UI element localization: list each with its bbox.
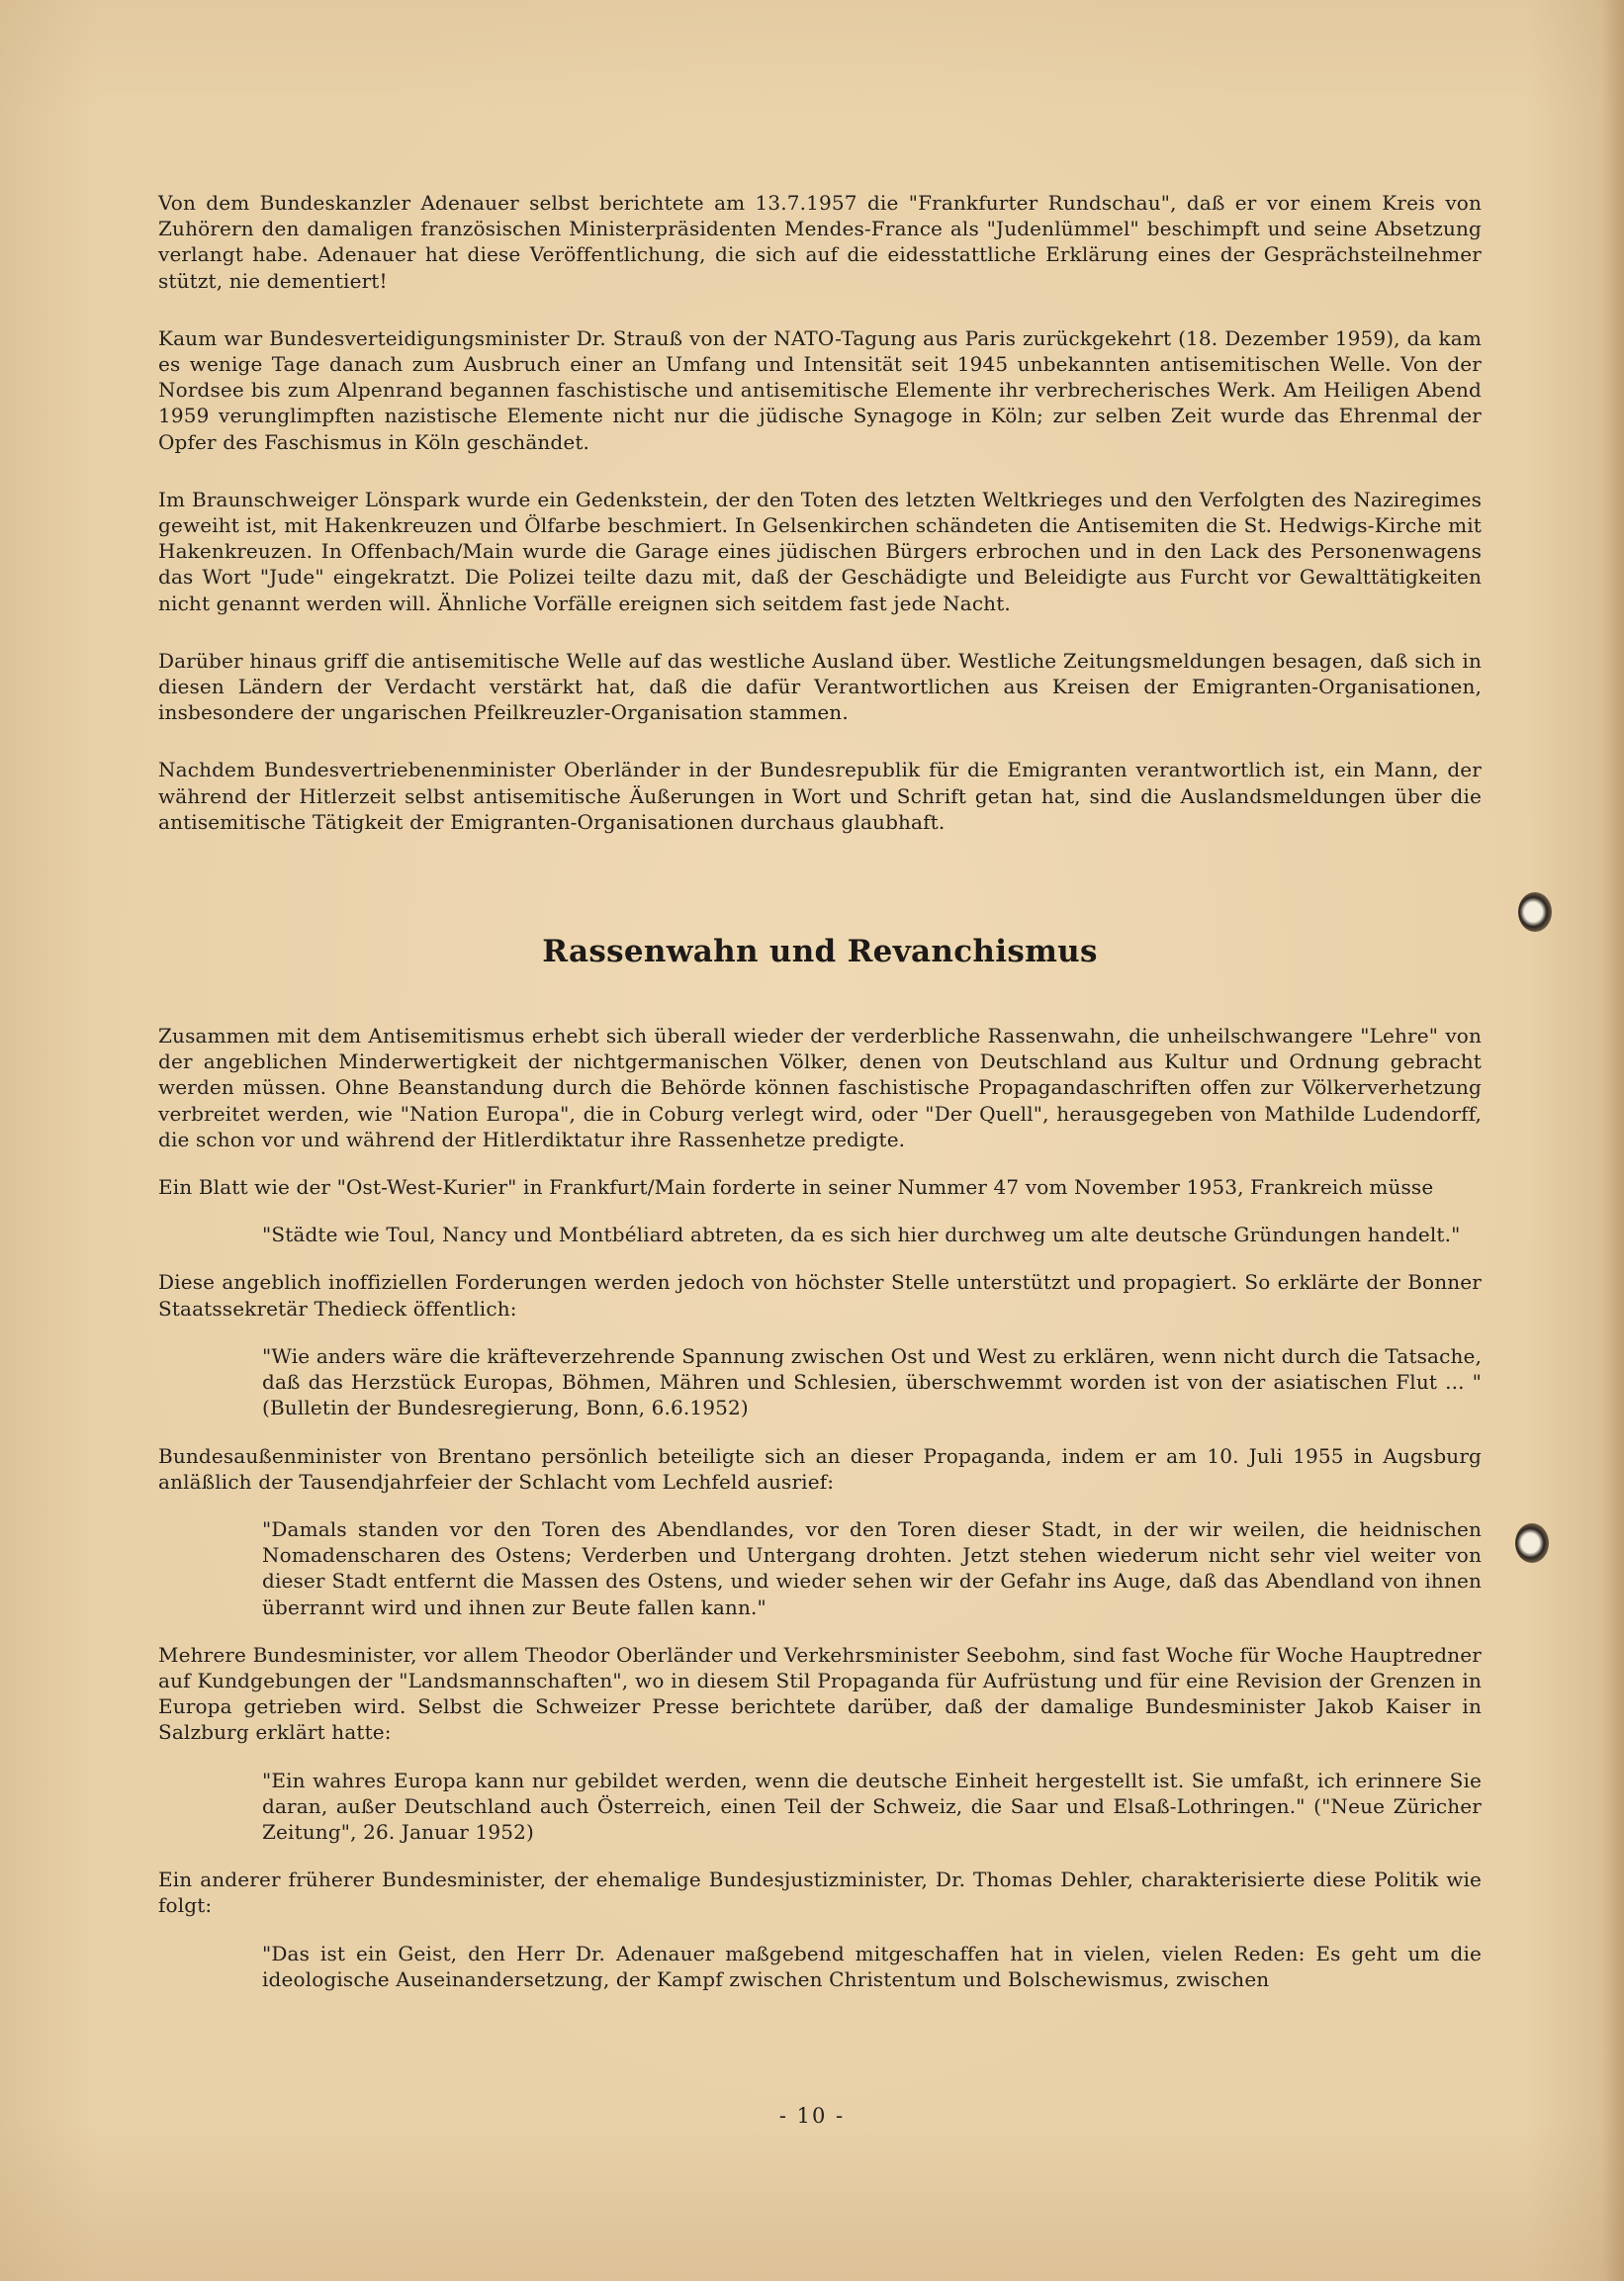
paragraph: Mehrere Bundesminister, vor allem Theodor Oberländer und Verkehrsminister Seebohm, sind fast Woche für Woche Hauptredner auf Kundgebungen der "Landsmannschaften", wo in diesem Stil Propaganda für Aufrüstung und für eine Revision der Grenzen in Europa getrieben wird. Selbst die Schweizer Presse berichtete darüber, daß der damalige Bundesminister Jakob Kaiser in Salzburg erklärt hatte: <box>158 1642 1482 1745</box>
page-body <box>158 190 1482 1992</box>
block-quote: "Städte wie Toul, Nancy und Montbéliard abtreten, da es sich hier durchweg um alte deutsche Gründungen handelt." <box>262 1223 1461 1247</box>
paragraph: Nachdem Bundesvertriebenenminister Oberländer in der Bundesrepublik für die Emigranten verantwortlich ist, ein Mann, der während der Hitlerzeit selbst antisemitische Äußerungen in Wort und Schrift getan hat, sind die Auslandsmeldungen über die antisemitische Tätigkeit der Emigranten-Organisationen durchaus glaubhaft. <box>158 758 1482 834</box>
paragraph: Bundesaußenminister von Brentano persönlich beteiligte sich an dieser Propaganda, indem er am 10. Juli 1955 in Augsburg anläßlich der Tausendjahrfeier der Schlacht vom Lechfeld ausrief: <box>158 1443 1482 1494</box>
paragraph: Von dem Bundeskanzler Adenauer selbst berichtete am 13.7.1957 die "Frankfurter Rundschau", daß er vor einem Kreis von Zuhörern den damaligen französischen Ministerpräsidenten Mendes-France als "Judenlümmel" beschimpft und seine Absetzung verlangt habe. Adenauer hat diese Veröffentlichung, die sich auf die eidesstattliche Erklärung eines der Gesprächsteilnehmer stützt, nie dementiert! <box>158 191 1482 293</box>
block-quote: "Ein wahres Europa kann nur gebildet werden, wenn die deutsche Einheit hergestellt ist. Sie umfaßt, ich erinnere Sie daran, außer Deutschland auch Österreich, einen Teil der Schweiz, die Saar und Elsaß-Lothringen." ("Neue Züricher Zeitung", 26. Januar 1952) <box>262 1768 1482 1844</box>
block-quote: "Damals standen vor den Toren des Abendlandes, vor den Toren dieser Stadt, in der wir weilen, die heidnischen Nomadenscharen des Ostens; Verderben und Untergang drohten. Jetzt stehen wiederum nicht sehr viel weiter von dieser Stadt entfernt die Massen des Ostens, und wieder sehen wir der Gefahr ins Auge, daß das Abendland von ihnen überrannt wird und ihnen zur Beute fallen kann." <box>262 1516 1482 1619</box>
paragraph: Ein Blatt wie der "Ost-West-Kurier" in Frankfurt/Main forderte in seiner Nummer 47 vom November 1953, Frankreich müsse <box>158 1175 1434 1200</box>
block-quote: "Wie anders wäre die kräfteverzehrende Spannung zwischen Ost und West zu erklären, wenn nicht durch die Tatsache, daß das Herzstück Europas, Böhmen, Mähren und Schlesien, überschwemmt worden ist von der asiatischen Flut ... " (Bulletin der Bundesregierung, Bonn, 6.6.1952) <box>262 1343 1482 1420</box>
paragraph: Diese angeblich inoffiziellen Forderungen werden jedoch von höchster Stelle unterstützt und propagiert. So erklärte der Bonner Staatssekretär Thedieck öffentlich: <box>158 1270 1482 1321</box>
punch-hole <box>1515 1523 1549 1563</box>
paragraph: Ein anderer früherer Bundesminister, der ehemalige Bundesjustizminister, Dr. Thomas Dehler, charakterisierte diese Politik wie folgt: <box>158 1868 1482 1918</box>
section-heading: Rassenwahn und Revanchismus <box>542 934 1098 970</box>
block-quote: "Das ist ein Geist, den Herr Dr. Adenauer maßgebend mitgeschaffen hat in vielen, vielen Reden: Es geht um die ideologische Auseinandersetzung, der Kampf zwischen Christentum und Bolschewismus, zwischen <box>262 1941 1482 1991</box>
page-number: - 10 - <box>778 2104 846 2128</box>
paragraph: Kaum war Bundesverteidigungsminister Dr. Strauß von der NATO-Tagung aus Paris zurückgekehrt (18. Dezember 1959), da kam es wenige Tage danach zum Ausbruch einer an Umfang und Intensität seit 1945 unbekannten antisemitischen Welle. Von der Nordsee bis zum Alpenrand begannen faschistische und antisemitische Elemente ihr verbrecherisches Werk. Am Heiligen Abend 1959 verunglimpften nazistische Elemente nicht nur die jüdische Synagoge in Köln; zur selben Zeit wurde das Ehrenmal der Opfer des Faschismus in Köln geschändet. <box>158 325 1482 454</box>
paper-edge-shadow <box>1602 0 1624 2281</box>
paragraph: Im Braunschweiger Lönspark wurde ein Gedenkstein, der den Toten des letzten Weltkrieges und den Verfolgten des Naziregimes geweiht ist, mit Hakenkreuzen und Ölfarbe beschmiert. In Gelsenkirchen schändeten die Antisemiten die St. Hedwigs-Kirche mit Hakenkreuzen. In Offenbach/Main wurde die Garage eines jüdischen Bürgers erbrochen und in den Lack des Personenwagens das Wort "Jude" eingekratzt. Die Polizei teilte dazu mit, daß der Geschädigte und Beleidigte aus Furcht vor Gewalttätigkeiten nicht genannt werden will. Ähnliche Vorfälle ereignen sich seitdem fast jede Nacht. <box>158 487 1482 615</box>
paragraph: Zusammen mit dem Antisemitismus erhebt sich überall wieder der verderbliche Rassenwahn, die unheilschwangere "Lehre" von der angeblichen Minderwertigkeit der nichtgermanischen Völker, denen von Deutschland aus Kultur und Ordnung gebracht werden müssen. Ohne Beanstandung durch die Behörde können faschistische Propagandaschriften offen zur Völkerverhetzung verbreitet werden, wie "Nation Europa", die in Coburg verlegt wird, oder "Der Quell", herausgegeben von Mathilde Ludendorff, die schon vor und während der Hitlerdiktatur ihre Rassenhetze predigte. <box>158 1024 1482 1151</box>
paragraph: Darüber hinaus griff die antisemitische Welle auf das westliche Ausland über. Westliche Zeitungsmeldungen besagen, daß sich in diesen Ländern der Verdacht verstärkt hat, daß die dafür Verantwortlichen aus Kreisen der Emigranten-Organisationen, insbesondere der ungarischen Pfeilkreuzler-Organisation stammen. <box>158 648 1482 725</box>
punch-hole <box>1518 892 1552 932</box>
